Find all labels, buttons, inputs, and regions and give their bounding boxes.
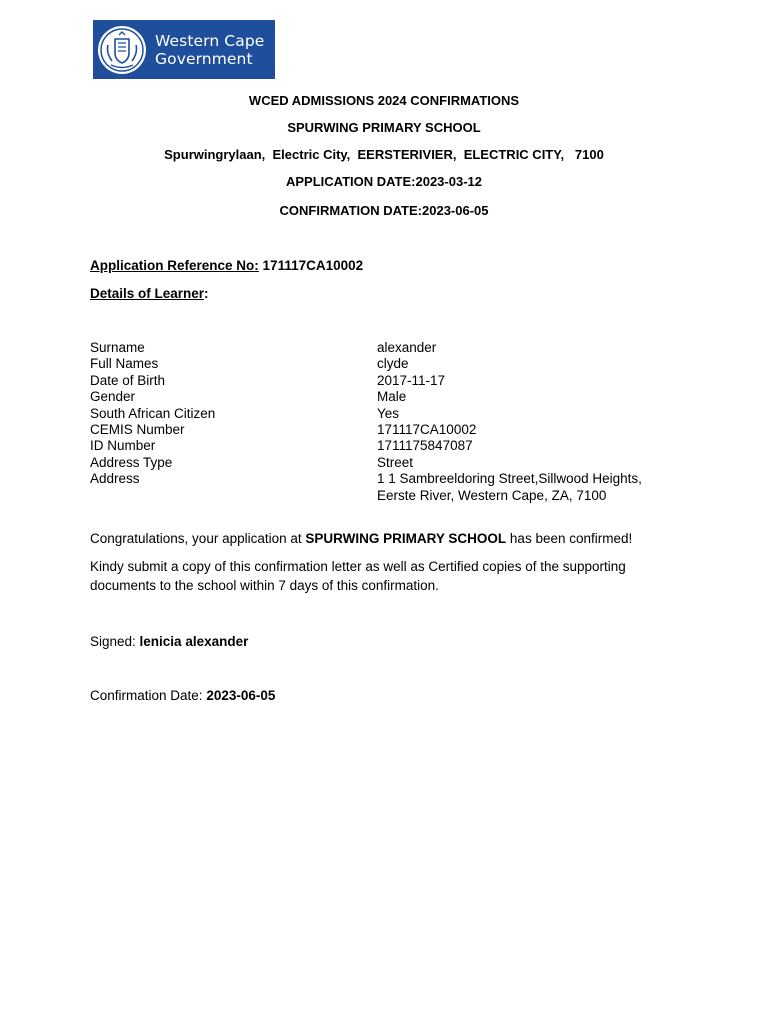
logo-text — [155, 32, 264, 68]
confirmation-date: CONFIRMATION DATE:2023-06-05 — [279, 203, 489, 218]
detail-row-address-type: Address Type Street — [90, 454, 414, 470]
address-line-2: Eerste River, Western Cape, ZA, 7100 — [377, 487, 607, 503]
logo-line-1: Western Cape — [155, 31, 265, 50]
footer-date-value: 2023-06-05 — [206, 688, 276, 703]
school-name: SPURWING PRIMARY SCHOOL — [287, 120, 481, 135]
school-address: Spurwingrylaan, Electric City, EERSTERIVIER, ELECTRIC CITY, 7100 — [164, 147, 604, 162]
application-date: APPLICATION DATE:2023-03-12 — [285, 174, 482, 189]
address-line-1: 1 1 Sambreeldoring Street,Sillwood Heights, — [377, 471, 642, 487]
western-cape-government-logo — [93, 20, 275, 79]
detail-row-gender: Gender Male — [90, 389, 407, 405]
footer-confirmation-date: Confirmation Date: 2023-06-05 — [90, 688, 276, 703]
detail-row-id-number: ID Number 1711175847087 — [90, 438, 473, 454]
detail-row-date-of-birth: Date of Birth 2017-11-17 — [90, 372, 446, 388]
detail-row-citizen: South African Citizen Yes — [90, 405, 400, 421]
reference-line: Application Reference No: 171117CA10002 — [90, 258, 364, 273]
congrats-school: SPURWING PRIMARY SCHOOL — [305, 531, 507, 546]
detail-row-cemis: CEMIS Number 171117CA10002 — [90, 422, 477, 438]
congratulations-message: Congratulations, your application at SPURWING PRIMARY SCHOOL has been confirmed! — [90, 531, 633, 546]
signatory-name: lenicia alexander — [139, 634, 249, 649]
detail-row-full-names: Full Names clyde — [90, 356, 409, 372]
coat-of-arms-icon — [97, 25, 147, 75]
learner-details — [90, 340, 690, 504]
detail-row-address: Address 1 1 Sambreeldoring Street,Sillwood Heights, Eerste River, Western Cape, ZA, 7100 — [90, 471, 690, 504]
reference-label: Application Reference No — [90, 258, 255, 273]
signed-line: Signed: lenicia alexander — [90, 634, 249, 649]
letter-title: WCED ADMISSIONS 2024 CONFIRMATIONS — [248, 93, 520, 108]
submission-instructions: Kindy submit a copy of this confirmation letter as well as Certified copies of the supporting documents to the school within 7 days of this confirmation. — [90, 559, 626, 593]
detail-row-surname: Surname alexander — [90, 340, 437, 355]
details-heading: Details of Learner: — [90, 286, 209, 301]
reference-value: 171117CA10002 — [262, 258, 364, 273]
logo-line-2: Government — [155, 49, 253, 68]
